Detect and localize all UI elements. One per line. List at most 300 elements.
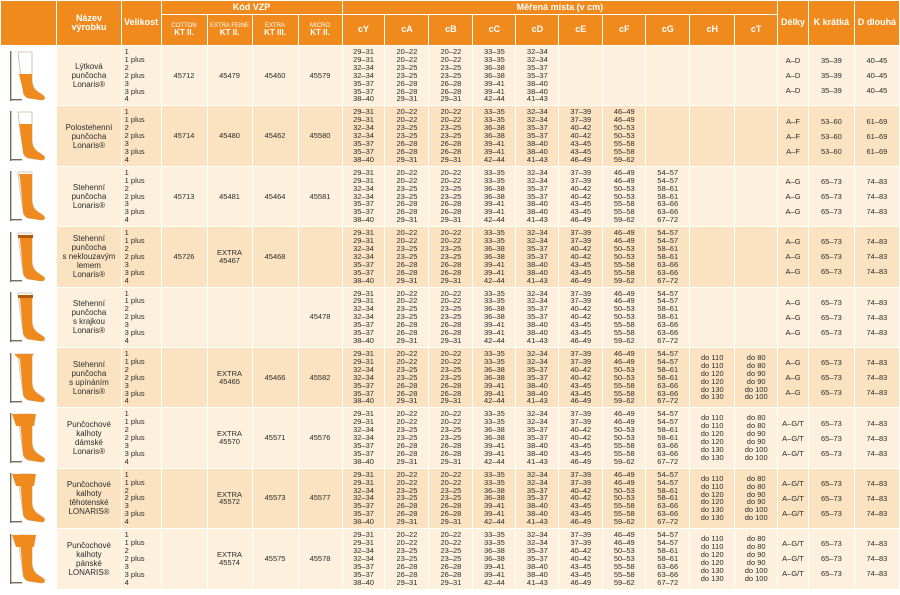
- measure-value: 32–34: [353, 553, 374, 563]
- product-image: [1, 166, 57, 226]
- cF-values: [603, 347, 646, 407]
- measure-value: 23–25: [440, 545, 462, 555]
- length-value: 74–83: [866, 418, 888, 428]
- measure-value: 26–28: [396, 320, 418, 330]
- product-name-line: Lonaris®: [72, 386, 106, 396]
- measure-value: 39–41: [483, 139, 505, 149]
- measure-value: 29–31: [396, 94, 418, 104]
- measure-value: 50–53: [613, 183, 635, 193]
- measure-value: 33–35: [483, 417, 505, 427]
- measure-value: do 80: [746, 360, 766, 370]
- measure-value: do 110: [701, 360, 724, 370]
- cB-values: [429, 347, 473, 407]
- measure-value: 26–28: [440, 328, 462, 338]
- product-name-line: Lonaris®: [72, 447, 106, 457]
- size-value: 2: [124, 364, 129, 374]
- measure-column-header: cF: [603, 15, 646, 46]
- measure-value: 20–22: [440, 409, 462, 419]
- measure-value: 55–58: [613, 561, 635, 571]
- length-value: A–G/T: [782, 478, 804, 488]
- measure-value: 39–41: [483, 259, 505, 269]
- size-value: 2: [124, 183, 129, 193]
- compression-class-label: KT II.: [310, 27, 330, 37]
- measure-value: 26–28: [440, 501, 462, 511]
- length-value: 65–73: [820, 493, 842, 503]
- measure-value: 26–28: [396, 328, 418, 338]
- measure-value: 40–42: [570, 364, 592, 374]
- measure-value: 33–35: [483, 115, 505, 125]
- measure-value: 67–72: [657, 336, 679, 346]
- code-column-header: [207, 15, 252, 46]
- length-value: 74–83: [866, 448, 888, 458]
- measure-value: 55–58: [613, 328, 635, 338]
- micro-code: [298, 227, 342, 287]
- length-value: 74–83: [866, 539, 888, 549]
- measure-value: 23–25: [440, 304, 462, 314]
- cotton-code: [161, 529, 207, 589]
- measure-value: 35–37: [353, 199, 374, 209]
- measure-value: 29–31: [353, 175, 374, 185]
- measure-value: 39–41: [483, 501, 505, 511]
- measure-value: 35–37: [526, 433, 548, 443]
- measure-value: 43–45: [570, 139, 592, 149]
- product-name-line: Lonaris®: [72, 140, 106, 150]
- measure-value: 43–45: [570, 146, 592, 156]
- measure-value: 50–53: [613, 372, 635, 382]
- measure-value: 41–43: [526, 94, 548, 104]
- size-value: 3 plus: [124, 146, 145, 156]
- measure-value: 29–31: [353, 107, 374, 117]
- product-name-line: Lonaris®: [72, 200, 106, 210]
- measure-value: do 80: [746, 352, 766, 362]
- measure-value: 39–41: [483, 146, 505, 156]
- cD-values: [516, 106, 559, 166]
- length-value: 74–83: [866, 569, 888, 579]
- measure-value: 39–41: [483, 328, 505, 338]
- measure-value: 20–22: [396, 175, 418, 185]
- measure-value: 41–43: [526, 577, 548, 587]
- measure-value: do 100: [744, 444, 768, 454]
- measure-value: 38–40: [353, 577, 374, 587]
- size-value: 3 plus: [124, 509, 145, 519]
- measure-value: 43–45: [570, 267, 592, 277]
- code-line: 45570: [219, 437, 240, 447]
- product-name: [57, 46, 121, 106]
- measure-value: do 90: [746, 489, 766, 499]
- cA-values: [385, 287, 429, 347]
- measure-value: 23–25: [440, 123, 462, 133]
- measure-value: 26–28: [440, 440, 462, 450]
- measure-value: 26–28: [396, 259, 418, 269]
- product-name-line: s neklouzavým: [62, 252, 116, 262]
- cE-values: [559, 287, 603, 347]
- measure-value: 41–43: [526, 456, 548, 466]
- measure-value: 20–22: [440, 228, 462, 238]
- measure-value: do 110: [701, 481, 724, 491]
- code-line: 45467: [219, 255, 240, 265]
- measure-value: 54–57: [657, 409, 679, 419]
- code-line: EXTRA: [217, 549, 243, 559]
- extra-feine-code: [207, 227, 252, 287]
- cE-values: [559, 227, 603, 287]
- size-value: 2 plus: [124, 372, 145, 382]
- measure-value: do 130: [700, 452, 724, 462]
- cC-values: [473, 468, 516, 528]
- measure-value: 35–37: [526, 545, 548, 555]
- product-image: [1, 408, 57, 468]
- measure-value: 35–37: [353, 380, 374, 390]
- measure-column-header: cG: [646, 15, 690, 46]
- measure-value: 29–31: [396, 215, 418, 225]
- cF-values: [603, 408, 646, 468]
- measure-value: 32–34: [526, 167, 548, 177]
- measure-value: 39–41: [483, 561, 505, 571]
- measure-value: 20–22: [396, 47, 418, 57]
- measure-value: 40–42: [570, 433, 592, 443]
- measure-value: 38–40: [526, 267, 548, 277]
- measure-value: 42–44: [483, 94, 505, 104]
- size-value: 1: [124, 107, 129, 117]
- length-value: A–F: [786, 131, 800, 141]
- measure-value: 38–40: [353, 94, 374, 104]
- measure-value: 35–37: [353, 320, 374, 330]
- measure-value: 32–34: [526, 296, 548, 306]
- measure-value: 20–22: [440, 477, 462, 487]
- measure-value: 63–66: [657, 328, 679, 338]
- size-value: 3: [124, 259, 129, 269]
- measure-value: 43–45: [570, 380, 592, 390]
- measure-value: 63–66: [657, 501, 679, 511]
- code-line: 45481: [219, 191, 240, 201]
- measure-value: 23–25: [440, 183, 462, 193]
- cG-values: [646, 347, 690, 407]
- length-value: 61–69: [866, 146, 888, 156]
- measure-value: 29–31: [353, 296, 374, 306]
- table-row: [1, 287, 900, 347]
- measure-value: 35–37: [526, 191, 548, 201]
- measure-value: 32–34: [353, 433, 374, 443]
- measure-value: 20–22: [396, 296, 418, 306]
- measure-value: 58–61: [657, 372, 679, 382]
- measure-value: 29–31: [396, 275, 418, 285]
- measure-value: do 90: [746, 376, 766, 386]
- measure-value: 58–61: [657, 244, 679, 253]
- measure-value: 35–37: [526, 70, 548, 80]
- length-value: A–G: [785, 206, 801, 216]
- measure-value: 63–66: [657, 509, 679, 519]
- long-length-cell: [854, 529, 899, 589]
- measure-value: 32–34: [353, 364, 374, 374]
- measure-value: 32–34: [353, 244, 374, 253]
- length-value: 35–39: [820, 71, 842, 81]
- measure-column-header: cY: [342, 15, 385, 46]
- product-name: [57, 106, 121, 166]
- long-length-cell: [854, 468, 899, 528]
- measure-value: 29–31: [353, 477, 374, 487]
- measure-value: 38–40: [526, 501, 548, 511]
- measure-value: 20–22: [396, 236, 418, 246]
- measure-value: 38–40: [353, 275, 374, 285]
- length-value: A–D: [785, 86, 801, 96]
- measure-value: 26–28: [440, 207, 462, 217]
- product-name-line: punčocha: [71, 191, 107, 201]
- measure-value: 42–44: [483, 154, 505, 164]
- size-list: [121, 468, 161, 528]
- code-line: 45574: [219, 557, 240, 567]
- size-value: 1: [124, 469, 129, 479]
- measure-value: 32–34: [353, 493, 374, 503]
- length-value: 65–73: [820, 418, 842, 428]
- length-value: 65–73: [820, 206, 842, 216]
- measure-value: 20–22: [440, 348, 462, 358]
- measure-value: 50–53: [613, 433, 635, 443]
- extra-code: 45573: [252, 468, 298, 528]
- measure-value: 38–40: [353, 215, 374, 225]
- measure-value: 20–22: [440, 236, 462, 246]
- measure-value: 33–35: [483, 167, 505, 177]
- measure-value: do 110: [701, 542, 724, 551]
- length-value: 74–83: [866, 493, 888, 503]
- cotton-code: [161, 408, 207, 468]
- measure-value: 35–37: [353, 448, 374, 458]
- measure-value: 55–58: [613, 448, 635, 458]
- cC-values: [473, 166, 516, 226]
- cB-values: [429, 106, 473, 166]
- short-length-cell: [808, 227, 854, 287]
- lengths-cell: [778, 46, 809, 106]
- silicone-band-stocking-icon: [8, 231, 50, 283]
- compression-class-label: KT III.: [264, 27, 286, 37]
- extra-feine-code: [207, 287, 252, 347]
- length-value: 65–73: [820, 388, 842, 398]
- lengths-cell: [778, 468, 809, 528]
- measure-value: 23–25: [396, 372, 418, 382]
- cF-values: [603, 468, 646, 528]
- measure-column-header: cB: [429, 15, 473, 46]
- measure-value: 20–22: [440, 107, 462, 117]
- measure-value: 63–66: [657, 259, 679, 269]
- measure-value: do 120: [700, 368, 724, 378]
- measure-value: do 80: [746, 421, 766, 431]
- length-value: 74–83: [866, 206, 888, 216]
- table-row: [1, 408, 900, 468]
- measure-value: 35–37: [526, 131, 548, 141]
- measure-value: 32–34: [353, 131, 374, 141]
- measure-value: 58–61: [657, 553, 679, 563]
- measure-value: 20–22: [440, 167, 462, 177]
- measure-value: 55–58: [613, 380, 635, 390]
- cG-values: [646, 106, 690, 166]
- measure-value: 23–25: [396, 364, 418, 374]
- measure-value: 55–58: [613, 440, 635, 450]
- micro-code: 45576: [298, 408, 342, 468]
- measure-value: 35–37: [353, 509, 374, 519]
- cT-values: [735, 529, 778, 589]
- measure-value: 39–41: [483, 569, 505, 579]
- table-row: [1, 166, 900, 226]
- size-value: 1 plus: [124, 296, 145, 306]
- measure-value: 32–34: [526, 54, 548, 64]
- measure-value: 33–35: [483, 348, 505, 358]
- lengths-cell: [778, 166, 809, 226]
- length-value: A–G: [785, 267, 801, 277]
- measure-value: 20–22: [396, 356, 418, 366]
- measure-value: 26–28: [396, 440, 418, 450]
- cE-values: [559, 46, 603, 106]
- cC-values: [473, 287, 516, 347]
- measure-value: 37–39: [570, 288, 592, 298]
- size-list: [121, 106, 161, 166]
- measure-value: 36–38: [483, 251, 505, 261]
- measure-value: 39–41: [483, 207, 505, 217]
- product-name-line: kalhoty: [76, 429, 102, 439]
- measure-value: 58–61: [657, 312, 679, 322]
- measure-value: do 130: [700, 573, 724, 583]
- cG-values: [646, 287, 690, 347]
- size-value: 3 plus: [124, 569, 145, 579]
- measure-value: 32–34: [353, 312, 374, 322]
- long-length-cell: [854, 46, 899, 106]
- length-value: A–G: [785, 176, 801, 186]
- measure-value: 35–37: [353, 259, 374, 269]
- measure-value: 23–25: [396, 131, 418, 141]
- measure-value: 43–45: [570, 320, 592, 330]
- measure-value: 29–31: [396, 577, 418, 587]
- measure-value: 33–35: [483, 409, 505, 419]
- measure-value: 35–37: [353, 86, 374, 96]
- cD-values: [516, 287, 559, 347]
- extra-feine-code: [207, 347, 252, 407]
- length-value: 65–73: [820, 237, 842, 247]
- cB-values: [429, 529, 473, 589]
- measure-value: 63–66: [657, 267, 679, 277]
- measure-value: 20–22: [396, 538, 418, 548]
- cY-values: [342, 227, 385, 287]
- length-value: 65–73: [820, 252, 842, 262]
- measure-value: 20–22: [440, 288, 462, 298]
- measure-value: 32–34: [353, 62, 374, 72]
- cA-values: [385, 166, 429, 226]
- measure-value: 36–38: [483, 62, 505, 72]
- micro-code: 45578: [298, 529, 342, 589]
- measure-value: 26–28: [396, 139, 418, 149]
- cT-values: [735, 46, 778, 106]
- measure-value: 32–34: [526, 530, 548, 540]
- measure-value: 46–49: [570, 275, 592, 285]
- measure-value: 36–38: [483, 425, 505, 435]
- measure-value: 50–53: [613, 131, 635, 141]
- measure-value: 40–42: [570, 372, 592, 382]
- measure-value: 23–25: [440, 364, 462, 374]
- length-value: 65–73: [820, 191, 842, 201]
- extra-code: 45462: [252, 106, 298, 166]
- size-value: 2: [124, 304, 129, 314]
- length-value: 65–73: [820, 539, 842, 549]
- measure-value: 29–31: [353, 54, 374, 64]
- table-row: [1, 468, 900, 528]
- size-value: 4: [124, 215, 129, 225]
- measure-value: 23–25: [440, 312, 462, 322]
- measure-value: 40–42: [570, 183, 592, 193]
- compression-class-label: KT II.: [174, 27, 194, 37]
- measure-value: 23–25: [396, 433, 418, 443]
- size-value: 3 plus: [124, 207, 145, 217]
- measure-value: 58–61: [657, 433, 679, 443]
- length-value: A–G/T: [782, 569, 804, 579]
- measure-value: 38–40: [353, 517, 374, 527]
- cF-values: [603, 287, 646, 347]
- size-value: 1 plus: [124, 477, 145, 487]
- short-length-cell: [808, 287, 854, 347]
- measure-value: 35–37: [526, 372, 548, 382]
- measure-value: 36–38: [483, 493, 505, 503]
- product-name: [57, 166, 121, 226]
- measure-value: 20–22: [396, 167, 418, 177]
- size-value: 2 plus: [124, 70, 145, 80]
- measure-value: 40–42: [570, 425, 592, 435]
- measure-value: 50–53: [613, 191, 635, 201]
- lengths-column-header: Délky: [778, 1, 809, 46]
- size-value: 2 plus: [124, 493, 145, 503]
- cG-values: [646, 408, 690, 468]
- cotton-code: 45726: [161, 227, 207, 287]
- measure-value: 38–40: [526, 86, 548, 96]
- size-list: [121, 166, 161, 226]
- product-name-line: LONARIS®: [68, 507, 110, 517]
- measure-value: 23–25: [396, 304, 418, 314]
- measure-value: 35–37: [526, 251, 548, 261]
- measure-value: 59–62: [613, 275, 635, 285]
- length-value: A–G/T: [782, 554, 804, 564]
- measure-value: 29–31: [353, 167, 374, 177]
- measure-value: 58–61: [657, 493, 679, 503]
- length-value: 65–73: [820, 448, 842, 458]
- measure-value: 20–22: [396, 348, 418, 358]
- measure-value: 46–49: [613, 530, 635, 540]
- measure-value: 38–40: [526, 328, 548, 338]
- measure-value: do 130: [700, 505, 724, 515]
- cH-values: [690, 408, 735, 468]
- measure-value: 54–57: [657, 538, 679, 548]
- measure-value: do 110: [701, 413, 724, 423]
- measure-value: 54–57: [657, 296, 679, 306]
- measure-value: 23–25: [396, 553, 418, 563]
- length-value: 74–83: [866, 373, 888, 383]
- measure-value: 35–37: [526, 364, 548, 374]
- product-name: [57, 468, 121, 528]
- measure-value: 38–40: [353, 154, 374, 164]
- measure-value: 33–35: [483, 530, 505, 540]
- size-value: 2 plus: [124, 251, 145, 261]
- measure-value: 38–40: [526, 388, 548, 398]
- measure-value: 20–22: [440, 296, 462, 306]
- product-name-line: pánské: [76, 558, 102, 568]
- measure-value: 35–37: [353, 501, 374, 511]
- cT-values: [735, 408, 778, 468]
- measure-value: 41–43: [526, 154, 548, 164]
- cotton-code: 45713: [161, 166, 207, 226]
- cotton-code: 45714: [161, 106, 207, 166]
- measure-value: 20–22: [440, 530, 462, 540]
- length-value: 65–73: [820, 569, 842, 579]
- cotton-code: 45712: [161, 46, 207, 106]
- code-line: EXTRA: [217, 247, 243, 257]
- measure-value: 23–25: [440, 62, 462, 72]
- lengths-cell: [778, 347, 809, 407]
- measure-value: do 120: [700, 489, 724, 499]
- cotton-code: [161, 347, 207, 407]
- measure-value: 29–31: [353, 47, 374, 57]
